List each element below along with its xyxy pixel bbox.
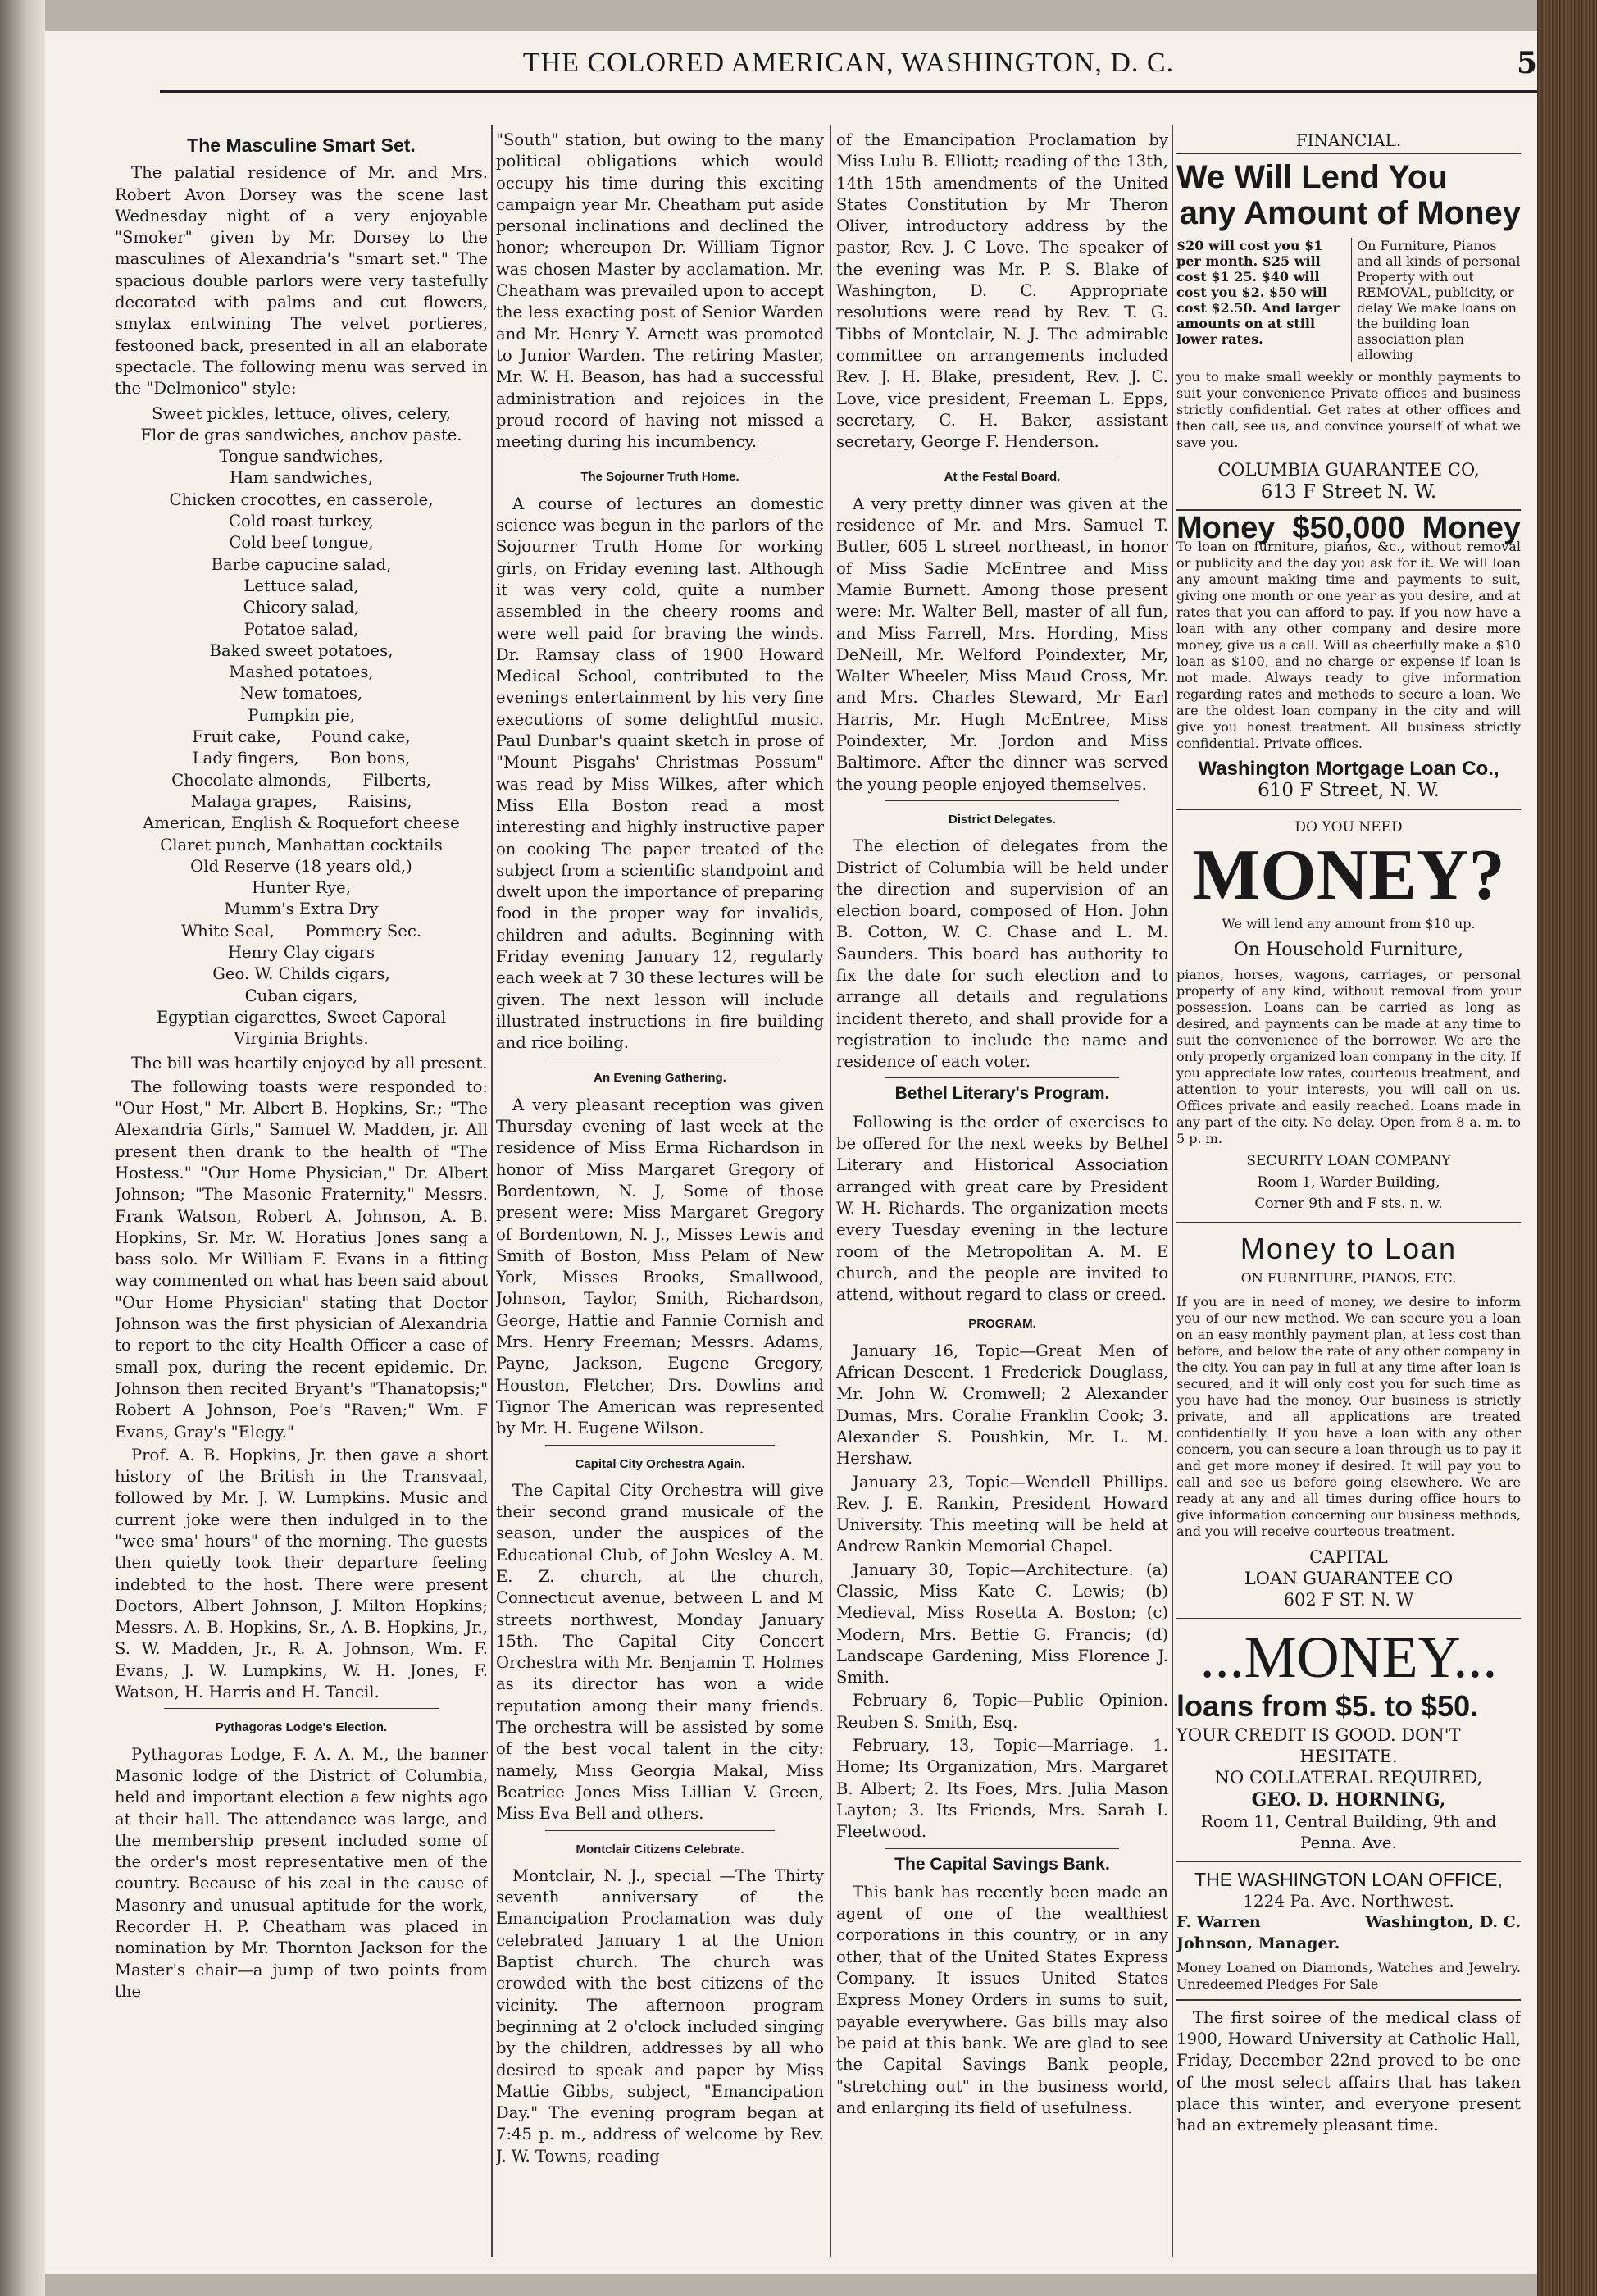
ad-address: 602 F ST. N. W	[1283, 1590, 1414, 1610]
ad-horning	[1176, 1626, 1521, 1854]
binding-spine	[0, 0, 45, 2296]
ad-address: Corner 9th and F sts. n. w.	[1254, 1196, 1443, 1213]
menu-item: Barbe capucine salad,	[211, 554, 392, 574]
ad-headline: Money to Loan	[1240, 1231, 1458, 1265]
article-paragraph: "South" station, but owing to the many political obligations which would occupy his time during this exciting campaign year Mr. Cheatham put aside personal inclinations and declined the honor; whereupon Dr. William Tignor was chosen Master by acclamation. Mr. Cheatham was prevailed upon to accept the less exacting post of Senior Warden and Mr. Henry Y. Arnett was promoted to Junior Warden. The retiring Master, Mr. W. H. Beason, has had a successful administration and rejoices in the proud record of having not missed a meeting during his incumbency.	[496, 130, 824, 452]
menu-item: American, English & Roquefort cheese	[143, 813, 460, 833]
ad-address: 1224 Pa. Ave. Northwest.	[1243, 1890, 1454, 1911]
newspaper-page	[45, 31, 1537, 2274]
menu-item: Chicken crocottes, en casserole,	[169, 490, 434, 509]
ad-big-money: MONEY?	[1192, 836, 1505, 916]
column-rule	[491, 125, 493, 2257]
ad-headline: THE WASHINGTON LOAN OFFICE,	[1194, 1868, 1503, 1890]
masthead	[160, 41, 1537, 93]
menu-item: Ham sandwiches,	[230, 468, 373, 488]
menu-item: Pumpkin pie,	[248, 705, 355, 725]
menu-item: Egyptian cigarettes, Sweet Caporal	[156, 1007, 447, 1027]
ad-manager-row	[1176, 1911, 1521, 1955]
menu-item: Old Reserve (18 years old,)	[190, 856, 412, 876]
article-paragraph: The Capital City Orchestra will give their second grand musicale of the season, under the auspices of the Educational Club, of John Wesley A. M. E. Z. church, at the church, Connecticut avenue, between L and M streets northwest, Monday January 15th. The Capital City Concert Orchestra with Mr. Benjamin T. Holmes as its director has won a wide reputation among their many friends. The orchestra will be assisted by some of the best vocal talent in the city: namely, Miss Georgia Makal, Miss Beatrice Jones Miss Lillian V. Green, Miss Eva Bell and others.	[496, 1480, 824, 1824]
article-paragraph: The election of delegates from the District of Columbia will be held under the direction and supervision of an election board, composed of Hon. John B. Cotton, W. C. Chase and L. M. Saunders. This board has authority to fix the date for such election and to arrange all details and regulations incident thereto, and shall provide for a registration to include the name and residence of each voter.	[836, 836, 1168, 1072]
ad-big-money: ...MONEY...	[1199, 1624, 1498, 1690]
menu-item: Geo. W. Childs cigars,	[212, 964, 390, 984]
headline-evening-gathering: An Evening Gathering.	[594, 1071, 726, 1086]
ad-body: pianos, horses, wagons, carriages, or personal property of any kind, without removal from your possession. Loans can be carried as long as desired, and payments can be made at any time to suit the convenience of the borrower. We are the only properly organized loan company in the city. If you appreciate low rates, courteous treatment, and attention to your interests, you will call on us. Offices private and easily reached. Loans made in any part of the city. No delay. Open from 8 a. m. to 5 p. m.	[1176, 966, 1521, 1146]
article-paragraph: of the Emancipation Proclamation by Miss Lulu B. Elliott; reading of the 13th, 14th 15th amendments of the United States Constitution by Mr Theron Oliver, introductory address by the pastor, Rev. J. C Love. The speaker of the evening was Mr. P. S. Blake of Washington, D. C. Appropriate resolutions were read by Rev. T. G. Tibbs of Montclair, N. J. The admirable committee on arrangements included Rev. J. H. Blake, president, Rev. J. C. Love, vice president, Freeman L. Epps, secretary, C. H. Baker, assistant secretary, George F. Henderson.	[836, 130, 1168, 452]
program-item: January 23, Topic—Wendell Phillips. Rev. J. E. Rankin, President Howard University. This meeting will be held at Andrew Rankin Memorial Chapel.	[836, 1472, 1168, 1556]
ad-company: CAPITAL	[1309, 1547, 1388, 1567]
column-3	[836, 130, 1168, 2262]
ad-line: HESITATE.	[1299, 1747, 1398, 1767]
ad-headline: any Amount of Money	[1179, 195, 1521, 232]
column-2	[496, 130, 824, 2262]
divider	[885, 1077, 1119, 1078]
menu-item: Malaga grapes, Raisins,	[190, 791, 412, 811]
divider	[545, 1830, 775, 1831]
society-note: The first soiree of the medical class of 1900, Howard University at Catholic Hall, Friday, December 22nd proved to be one of the most select affairs that has taken place this winter, and everyone present had an extremely pleasant time.	[1176, 2007, 1521, 2135]
ad-address: 610 F Street, N. W.	[1258, 780, 1440, 802]
headline-capital-savings-bank: The Capital Savings Bank.	[894, 1854, 1110, 1874]
ad-address: Room 11, Central Building, 9th and Penna. Ave.	[1200, 1811, 1497, 1853]
program-item: January 30, Topic—Architecture. (a) Classic, Miss Kate C. Lewis; (b) Medieval, Miss Rosetta A. Boston; (c) Modern, Mrs. Bettie G. Francis; (d) Landscape Gardening, Miss Florence J. Smith.	[836, 1560, 1168, 1688]
menu-item: Henry Clay cigars	[227, 942, 375, 962]
ad-washington-mortgage	[1176, 510, 1521, 802]
financial-label: FINANCIAL.	[1176, 130, 1521, 154]
ad-divider	[1176, 1861, 1521, 1862]
ad-company: Washington Mortgage Loan Co.,	[1198, 758, 1499, 781]
ad-sub: ON FURNITURE, PIANOS, ETC.	[1240, 1269, 1457, 1286]
rates-list: $20 will cost you $1 per month. $25 will cost $1 25. $40 will cost you $2. $50 will cost $2.50. And larger amounts on at still lower rates.	[1176, 238, 1340, 348]
headline-masculine-smart-set: The Masculine Smart Set.	[187, 134, 416, 156]
menu-item: Cuban cigars,	[244, 986, 358, 1005]
money-word: Money	[1176, 510, 1276, 545]
ad-washington-loan-office	[1176, 1869, 1521, 1993]
menu-list	[115, 403, 488, 1050]
ad-divider	[1176, 1999, 1521, 2001]
headline-sojourner-truth-home: The Sojourner Truth Home.	[580, 470, 739, 485]
column-4-ads	[1176, 130, 1521, 2262]
ad-headline: We Will Lend You	[1176, 159, 1448, 196]
ad-company: LOAN GUARANTEE CO	[1244, 1569, 1454, 1589]
rates-terms: On Furniture, Pianos and all kinds of personal Property with out REMOVAL, publicity, or delay We make loans on the building loan association plan allowing	[1351, 238, 1521, 362]
ad-line: YOUR CREDIT IS GOOD. DON'T	[1176, 1724, 1461, 1745]
ad-heading: On Household Furniture,	[1233, 940, 1464, 961]
page-number: 5	[1516, 46, 1537, 80]
article-paragraph: Pythagoras Lodge, F. A. A. M., the banner Masonic lodge of the District of Columbia, held and important election a few nights ago at their hall. The attendance was large, and the membership present included some of the order's most representative men of the country. Because of his zeal in the cause of Masonry and unusual aptitude for the work, Recorder H. P. Cheatham was placed in nomination by Mr. Thornton Jackson for the Master's chair—a jump of two points from the	[115, 1744, 488, 2001]
ad-headline: loans from $5. to $50.	[1176, 1688, 1479, 1723]
ad-capital-loan	[1176, 1230, 1521, 1611]
menu-item: Cold roast turkey,	[229, 512, 374, 531]
menu-item: Baked sweet potatoes,	[209, 640, 394, 660]
column-rule	[1172, 125, 1173, 2257]
ad-company: SECURITY LOAN COMPANY	[1246, 1152, 1451, 1169]
divider	[164, 1708, 439, 1709]
menu-item: Tongue sandwiches,	[219, 447, 384, 467]
ad-line: NO COLLATERAL REQUIRED,	[1214, 1768, 1483, 1788]
ad-divider	[1176, 1222, 1521, 1223]
menu-item: Mashed potatoes,	[229, 663, 374, 682]
menu-item: Claret punch, Manhattan cocktails	[160, 835, 443, 854]
menu-item: Virginia Brights.	[234, 1029, 369, 1049]
ad-body: If you are in need of money, we desire to inform you of our new method. We can secure you a loan on an easy monthly payment plan, at less cost than before, and below the rate of any other company in the city. You can pay in full at any time after loan is secured, and it will only cost you for such time as you have had the money. Our business is strictly private, and all applications are treated confidentially. If you have a loan with any other concern, you can secure a loan through us to pay it and get more money if desired. It will pay you to call and see us before going elsewhere. We are ready at any and all times during office hours to give information concerning our business methods, and you will receive courteous treatment.	[1176, 1293, 1521, 1539]
headline-capital-city-orchestra: Capital City Orchestra Again.	[575, 1456, 745, 1471]
ad-manager: F. Warren Johnson, Manager.	[1176, 1913, 1340, 1953]
article-paragraph: The bill was heartily enjoyed by all present.	[131, 1054, 488, 1073]
column-rule	[830, 125, 831, 2257]
ad-divider	[1176, 809, 1521, 810]
ad-divider	[1176, 1618, 1521, 1620]
ad-city: Washington, D. C.	[1365, 1913, 1521, 1932]
article-paragraph: Following is the order of exercises to be offered for the next weeks by Bethel Literary and Historical Association arranged with great care by President W. H. Richards. The organization meets every Tuesday evening in the lecture room of the Metropolitan A. M. E church, and the people are invited to attend, without regard to class or creed.	[836, 1112, 1168, 1305]
page-edge	[1537, 0, 1597, 2296]
divider	[545, 1445, 775, 1446]
menu-item: Lettuce salad,	[243, 576, 359, 595]
headline-festal-board: At the Festal Board.	[944, 470, 1061, 485]
ad-address: Room 1, Warder Building,	[1257, 1173, 1440, 1191]
ad-top: DO YOU NEED	[1294, 818, 1403, 836]
article-paragraph: A course of lectures an domestic science was begun in the parlors of the Sojourner Truth Home for working girls, on Friday evening last. Although it was very cold, quite a number assembled in the cheery rooms and were well paid for braving the winds. Dr. Ramsay class of 1900 Howard Medical School, contributed to the evenings entertainment by his very fine executions of some delightful music. Paul Dunbar's quaint sketch in prose of "Mount Pisgahs' Christmas Possum" was read by Miss Wilkes, after which Miss Ella Boston read a most interesting and highly instructive paper on cooking The paper treated of the subject from a scientific standpoint and dwelt upon the importance of preparing food in the proper way for invalids, children and adults. Beginning with Friday evening January 12, regularly each week at 7 30 these lectures will be given. The next lesson will include illustrated instructions in fire building and rice boiling.	[496, 494, 824, 1053]
article-paragraph: The following toasts were responded to: "Our Host," Mr. Albert B. Hopkins, Sr.; "The Alexandria Girls," Samuel W. Madden, jr. All present then drank to the health of "The Hostess." "Our Home Physician," Dr. Albert Johnson; "The Masonic Fraternity," Messrs. Frank Watson, Robert A. Johnson, A. B. Hopkins, Sr. Mr. W. Horatius Jones sang a bass solo. Mr William F. Evans in a fitting way commented on what has been said about "Our Home Physician" stating that Doctor Johnson was the first physician of Alexandria to report to the city Health Officer a case of small pox, during the recent epidemic. Dr. Johnson then recited Bryant's "Thanatopsis;" Robert A Johnson, Poe's "Raven;" Wm. F Evans, Gray's "Elegy."	[115, 1077, 488, 1442]
menu-item: Fruit cake, Pound cake,	[192, 727, 411, 747]
money-word: Money	[1422, 510, 1521, 545]
menu-item: Sweet pickles, lettuce, olives, celery,	[152, 403, 451, 423]
ad-rates	[1176, 238, 1521, 362]
article-paragraph: A very pretty dinner was given at the residence of Mr. and Mrs. Samuel T. Butler, 605 L street northeast, in honor of Miss Sadie McEntree and Miss Mamie Burnett. Among those present were: Mr. Walter Bell, master of all fun, and Miss Farrell, Mrs. Hording, Miss DeNeill, Mr. Welford Poindexter, Mr, Walter Wheeler, Miss Maud Cross, Mr. and Mrs. Charles Steward, Mr Earl Harris, Mr. Hugh McEntree, Miss Poindexter, Mr. Jordon and Miss Baltimore. After the dinner was served the young people enjoyed themselves.	[836, 494, 1168, 794]
article-paragraph: Prof. A. B. Hopkins, Jr. then gave a short history of the British in the Transvaal, followed by Mr. J. W. Lumpkins. Music and current joke were then indulged in to the "wee sma' hours" of the morning. The guests then quietly took their departure feeling indebted to the host. There were present Doctors, Albert Johnson, J. Milton Hopkins; Messrs. A. B. Hopkins, Sr., A. B. Hopkins, Jr., S. W. Madden, Jr., R. A. Johnson, Wm. F. Evans, J. W. Lumpkins, W. H. Jones, F. Watson, H. Harris and H. Tancil.	[115, 1445, 488, 1702]
ad-body: To loan on furniture, pianos, &c., without removal or publicity and the day you ask for it. We will loan any amount making time and payments to suit, giving one month or one year as you desire, and at rates that you can afford to pay. If you now have a loan with any other company and desire more money, give us a call. Will as cheerfully make a $10 loan as $100, and no charge or expense if loan is not made. Always ready to give information regarding rates and methods to secure a loan. We are the oldest loan company in the city and will give you honest treatment. All business strictly confidential. Private offices.	[1176, 539, 1521, 752]
divider	[885, 1848, 1119, 1849]
divider	[885, 800, 1119, 801]
column-1	[115, 130, 488, 2262]
article-paragraph: Montclair, N. J., special —The Thirty seventh anniversary of the Emancipation Proclamation was duly celebrated January 1 at the Union Baptist church. The church was crowded with the best citizens of the vicinity. The afternoon program beginning at 2 o'clock included singing by the children, addresses by all who desired to speak and paper by Miss Mattie Gibbs, subject, "Emancipation Day." The evening program began at 7:45 p. m., address of welcome by Rev. J. W. Towns, reading	[496, 1866, 824, 2166]
program-item: February 6, Topic—Public Opinion. Reuben S. Smith, Esq.	[836, 1691, 1168, 1732]
menu-item: Flor de gras sandwiches, anchov paste.	[140, 425, 462, 444]
menu-item: Potatoe salad,	[243, 619, 359, 639]
ad-body: Money Loaned on Diamonds, Watches and Jewelry. Unredeemed Pledges For Sale	[1176, 1959, 1521, 1992]
menu-item: New tomatoes,	[239, 684, 363, 704]
headline-district-delegates: District Delegates.	[949, 812, 1056, 827]
ad-sub: We will lend any amount from $10 up.	[1222, 916, 1476, 932]
masthead-title: THE COLORED AMERICAN, WASHINGTON, D. C.	[522, 48, 1175, 78]
ad-headline	[1176, 510, 1521, 545]
menu-item: Chicory salad,	[243, 598, 360, 617]
ad-company: COLUMBIA GUARANTEE CO,	[1217, 460, 1480, 481]
ad-columbia-guarantee	[1176, 159, 1521, 503]
article-paragraph: This bank has recently been made an agent of one of the wealthiest corporations in this country, or in any other, that of the United States Express Company. It issues United States Express Money Orders in sums to suit, payable everywhere. Gas bills may also be paid at this bank. We are glad to see the Capital Savings Bank people, "stretching out" in the business world, and enlarging its field of usefulness.	[836, 1882, 1168, 2117]
menu-item: Mumm's Extra Dry	[224, 900, 379, 919]
headline-montclair-citizens: Montclair Citizens Celebrate.	[576, 1842, 744, 1856]
program-heading: PROGRAM.	[968, 1317, 1036, 1332]
menu-item: Chocolate almonds, Filberts,	[171, 770, 431, 790]
menu-item: Cold beef tongue,	[229, 533, 374, 553]
money-amount: $50,000	[1292, 510, 1405, 545]
ad-security-loan	[1176, 817, 1521, 1215]
ad-address: 613 F Street N. W.	[1260, 481, 1437, 503]
financial-header	[1176, 130, 1521, 154]
program-item: January 16, Topic—Great Men of African Descent. 1 Frederick Douglass, Mr. John W. Cromwell; 2 Alexander Dumas, Mrs. Coralie Franklin Cook; 3. Alexander S. Poushkin, Mr. L. M. Hershaw.	[836, 1341, 1168, 1469]
ad-body: you to make small weekly or monthly payments to suit your convenience Private offices and business strictly confidential. Get rates at other offices and then call, see us, and convince yourself of what we save you.	[1176, 369, 1521, 451]
menu-item: White Seal, Pommery Sec.	[180, 921, 422, 941]
program-item: February, 13, Topic—Marriage. 1. Home; Its Organization, Mrs. Margaret B. Albert; 2. Its Foes, Mrs. Julia Mason Layton; 3. Its Friends, Mrs. Sarah I. Fleetwood.	[836, 1736, 1168, 1842]
headline-bethel-literary: Bethel Literary's Program.	[894, 1084, 1110, 1104]
menu-item: Lady fingers, Bon bons,	[192, 749, 411, 768]
menu-item: Hunter Rye,	[252, 878, 351, 898]
ad-company: GEO. D. HORNING,	[1251, 1788, 1446, 1811]
headline-pythagoras-lodge: Pythagoras Lodge's Election.	[215, 1720, 388, 1735]
article-paragraph: A very pleasant reception was given Thursday evening of last week at the residence of Miss Erma Richardson in honor of Miss Margaret Gregory of Bordentown, N. J, Some of those present were: Miss Margaret Gregory of Bordentown, N. J., Misses Lewis and Smith of Boston, Miss Pelam of New York, Misses Brooks, Smallwood, Johnson, Taylor, Smith, Richardson, George, Hattie and Fannie Cornish and Mrs. Henry Freeman; Messrs. Adams, Payne, Jackson, Eugene Gregory, Houston, Fletcher, Drs. Dowlins and Tignor The American was represented by Mr. H. Eugene Wilson.	[496, 1095, 824, 1438]
article-paragraph: The palatial residence of Mr. and Mrs. Robert Avon Dorsey was the scene last Wednesday night of a very enjoyable "Smoker" given by Mr. Dorsey to the masculines of Alexandria's "smart set." The spacious double parlors were very tastefully decorated with palms and cut flowers, smylax entwining The velvet portieres, festooned back, presented in all an elaborate spectacle. The following menu was served in the "Delmonico" style:	[115, 163, 488, 399]
